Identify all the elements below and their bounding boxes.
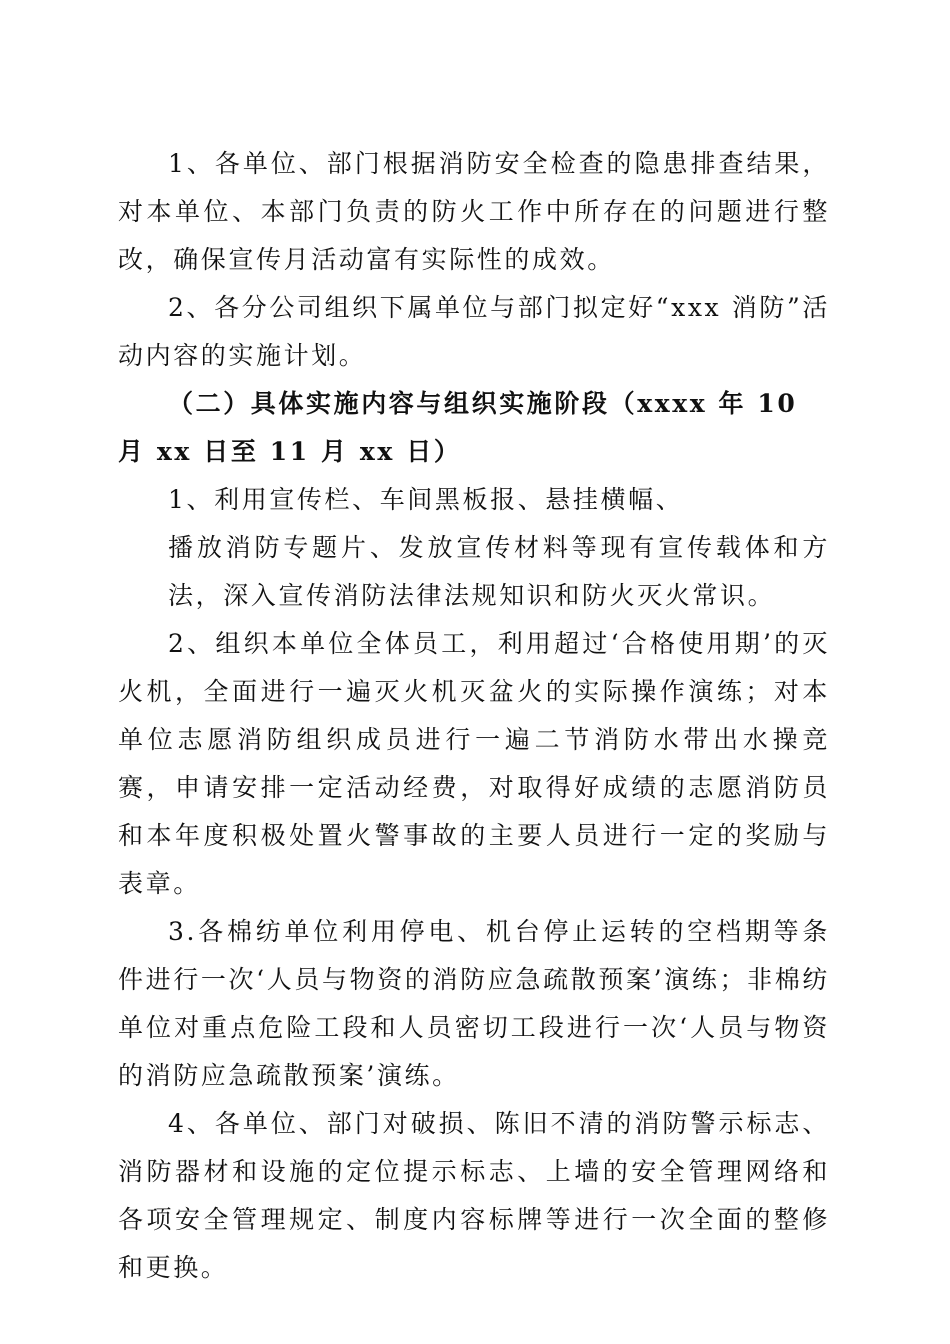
list-item-publicity-line1: 1、利用宣传栏、车间黑板报、悬挂横幅、 [168,485,684,514]
paragraph-implementation-plan: 2、各分公司组织下属单位与部门拟定好“xxx 消防”活动内容的实施计划。 [118,293,830,370]
document-page [118,140,830,1292]
list-item-sign-renewal: 4、各单位、部门对破损、陈旧不清的消防警示标志、消防器材和设施的定位提示标志、上墙的安全管理网络和各项安全管理规定、制度内容标牌等进行一次全面的整修和更换。 [118,1109,830,1282]
section-heading: （二）具体实施内容与组织实施阶段（xxxx 年 10 月 xx 日至 11 月 xx 日） [118,389,798,466]
list-item-evacuation-drill: 3.各棉纺单位利用停电、机台停止运转的空档期等条件进行一次‘人员与物资的消防应急疏散预案’演练；非棉纺单位对重点危险工段和人员密切工段进行一次‘人员与物资的消防应急疏散预案’演练。 [118,917,830,1090]
list-item-publicity-line2: 播放消防专题片、发放宣传材料等现有宣传载体和方法，深入宣传消防法律法规知识和防火灭火常识。 [168,533,830,610]
paragraph-rectification: 1、各单位、部门根据消防安全检查的隐患排查结果，对本单位、本部门负责的防火工作中所存在的问题进行整改，确保宣传月活动富有实际性的成效。 [118,149,830,274]
list-item-drill-competition: 2、组织本单位全体员工，利用超过‘合格使用期’的灭火机，全面进行一遍灭火机灭盆火的实际操作演练；对本单位志愿消防组织成员进行一遍二节消防水带出水操竞赛，申请安排一定活动经费，对取得好成绩的志愿消防员和本年度积极处置火警事故的主要人员进行一定的奖励与表章。 [118,629,830,898]
